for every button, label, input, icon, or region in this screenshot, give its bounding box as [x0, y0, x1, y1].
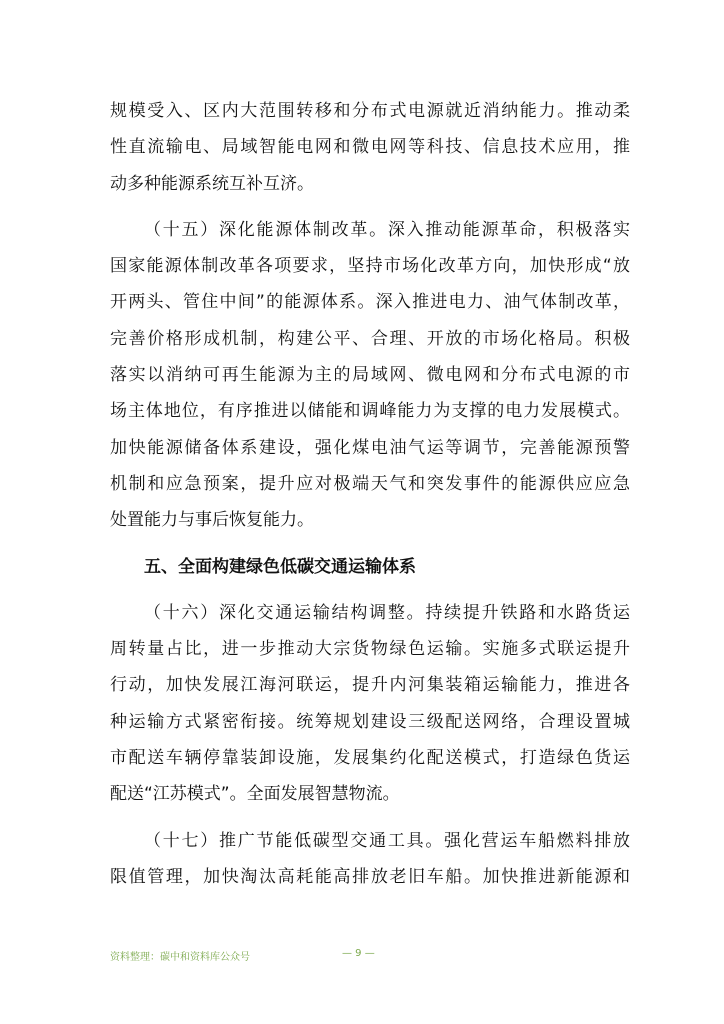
page-number: — 9 — [342, 948, 375, 959]
text-line: 性直流输电、局域智能电网和微电网等科技、信息技术应用，推 [110, 137, 630, 158]
text-line: 种运输方式紧密衔接。统筹规划建设三级配送网络，合理设置城 [110, 711, 630, 732]
text-line: 国家能源体制改革各项要求，坚持市场化改革方向，加快形成“放 [110, 256, 630, 277]
text-line: 限值管理，加快淘汰高耗能高排放老旧车船。加快推进新能源和 [110, 866, 630, 887]
text-line: 市配送车辆停靠装卸设施，发展集约化配送模式，打造绿色货运 [110, 748, 630, 769]
text-line: 加快能源储备体系建设，强化煤电油气运等调节，完善能源预警 [110, 437, 630, 458]
footer-source-note: 资料整理：碳中和资料库公众号 [110, 952, 250, 963]
text-line: 配送“江苏模式”。全面发展智慧物流。 [110, 784, 400, 805]
paragraph [110, 823, 630, 896]
text-line: 处置能力与事后恢复能力。 [110, 510, 314, 531]
text-line: 开两头、管住中间”的能源体系。深入推进电力、油气体制改革， [110, 292, 630, 313]
section-heading: 五、全面构建绿色低碳交通运输体系 [144, 556, 416, 577]
text-line: 周转量占比，进一步推动大宗货物绿色运输。实施多式联运提升 [110, 639, 630, 660]
body-text [110, 93, 630, 895]
text-line: 机制和应急预案，提升应对极端天气和突发事件的能源供应应急 [110, 473, 630, 494]
text-line: （十五）深化能源体制改革。深入推动能源革命，积极落实 [144, 219, 630, 240]
text-line: （十六）深化交通运输结构调整。持续提升铁路和水路货运 [144, 602, 630, 623]
text-line: 动多种能源系统互补互济。 [110, 173, 314, 194]
paragraph [110, 212, 630, 539]
paragraph [110, 93, 630, 202]
text-line: 行动，加快发展江海河联运，提升内河集装箱运输能力，推进各 [110, 675, 630, 696]
paragraph [110, 595, 630, 813]
text-line: 完善价格形成机制，构建公平、合理、开放的市场化格局。积极 [110, 328, 630, 349]
text-line: （十七）推广节能低碳型交通工具。强化营运车船燃料排放 [144, 830, 630, 851]
text-line: 落实以消纳可再生能源为主的局域网、微电网和分布式电源的市 [110, 365, 630, 386]
text-line: 场主体地位，有序推进以储能和调峰能力为支撑的电力发展模式。 [110, 401, 630, 422]
text-line: 规模受入、区内大范围转移和分布式电源就近消纳能力。推动柔 [110, 101, 630, 121]
